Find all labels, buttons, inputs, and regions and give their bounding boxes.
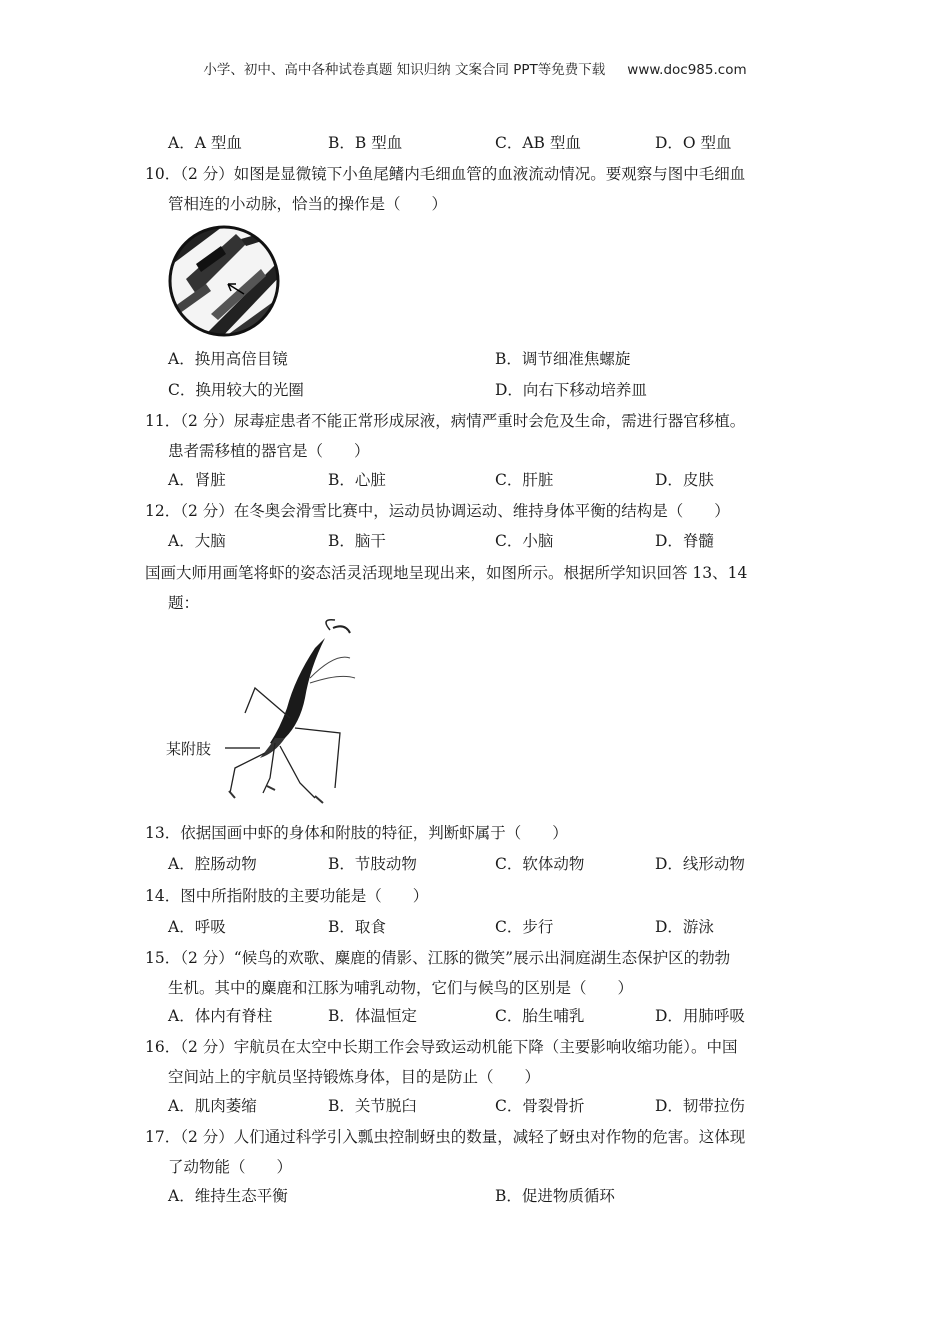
intro-line1: 国画大师用画笔将虾的姿态活灵活现地呈现出来，如图所示。根据所学知识回答 13、14	[145, 564, 748, 582]
q15-option-d: D．用肺呼吸	[655, 1007, 745, 1025]
q10-option-d: D．向右下移动培养皿	[495, 381, 647, 399]
microscope-capillary-figure	[166, 224, 284, 338]
q14-option-c: C．步行	[495, 918, 554, 936]
q11-option-a: A．肾脏	[168, 471, 226, 489]
q9-option-c: C．AB 型血	[495, 134, 581, 152]
q16-option-c: C．骨裂骨折	[495, 1097, 585, 1115]
q10-option-a: A．换用高倍目镜	[168, 350, 288, 368]
q15-option-b: B．体温恒定	[328, 1007, 417, 1025]
q10-stem-line2: 管相连的小动脉，恰当的操作是（ ）	[168, 195, 448, 213]
q14-option-a: A．呼吸	[168, 918, 226, 936]
header-text: 小学、初中、高中各种试卷真题 知识归纳 文案合同 PPT等免费下载	[203, 62, 606, 78]
q17-option-a: A．维持生态平衡	[168, 1187, 288, 1205]
q15-stem-line2: 生机。其中的麋鹿和江豚为哺乳动物，它们与候鸟的区别是（ ）	[168, 979, 634, 997]
q16-stem-line1: 16．（2 分）宇航员在太空中长期工作会导致运动机能下降（主要影响收缩功能）。中国	[145, 1038, 738, 1056]
q12-option-a: A．大脑	[168, 532, 226, 550]
q11-option-c: C．肝脏	[495, 471, 554, 489]
q10-option-b: B．调节细准焦螺旋	[495, 350, 631, 368]
q14-stem-line1: 14．图中所指附肢的主要功能是（ ）	[145, 887, 429, 905]
q12-option-c: C．小脑	[495, 532, 554, 550]
q15-stem-line1: 15．（2 分）“候鸟的欢歌、麋鹿的倩影、江豚的微笑”展示出洞庭湖生态保护区的勃勃	[145, 949, 731, 967]
q15-option-c: C．胎生哺乳	[495, 1007, 585, 1025]
q14-option-b: B．取食	[328, 918, 386, 936]
q12-stem-line1: 12．（2 分）在冬奥会滑雪比赛中，运动员协调运动、维持身体平衡的结构是（ ）	[145, 502, 730, 520]
q11-option-b: B．心脏	[328, 471, 386, 489]
q15-option-a: A．体内有脊柱	[168, 1007, 273, 1025]
q9-option-a: A．A 型血	[168, 134, 242, 152]
q13-option-d: D．线形动物	[655, 855, 745, 873]
q12-option-d: D．脊髓	[655, 532, 714, 550]
q16-option-a: A．肌肉萎缩	[168, 1097, 257, 1115]
q13-stem-line1: 13．依据国画中虾的身体和附肢的特征，判断虾属于（ ）	[145, 824, 568, 842]
q14-option-d: D．游泳	[655, 918, 714, 936]
q16-option-d: D．韧带拉伤	[655, 1097, 745, 1115]
q10-stem-line1: 10．（2 分）如图是显微镜下小鱼尾鳍内毛细血管的血液流动情况。要观察与图中毛细血	[145, 165, 746, 183]
q9-option-d: D．O 型血	[655, 134, 732, 152]
header-url[interactable]: www.doc985.com	[627, 62, 747, 78]
page-header	[0, 58, 950, 78]
q11-stem-line1: 11．（2 分）尿毒症患者不能正常形成尿液，病情严重时会危及生命，需进行器官移植。	[145, 412, 746, 430]
q13-option-c: C．软体动物	[495, 855, 585, 873]
q16-option-b: B．关节脱臼	[328, 1097, 417, 1115]
q17-stem-line1: 17．（2 分）人们通过科学引入瓢虫控制蚜虫的数量，减轻了蚜虫对作物的危害。这体现	[145, 1128, 746, 1146]
q10-option-c: C．换用较大的光圈	[168, 381, 304, 399]
shrimp-painting-figure	[215, 618, 365, 808]
q12-option-b: B．脑干	[328, 532, 386, 550]
q17-stem-line2: 了动物能（ ）	[168, 1158, 293, 1176]
q13-option-a: A．腔肠动物	[168, 855, 257, 873]
q16-stem-line2: 空间站上的宇航员坚持锻炼身体，目的是防止（ ）	[168, 1068, 541, 1086]
figure-label-appendage: 某附肢	[166, 740, 212, 758]
q17-option-b: B．促进物质循环	[495, 1187, 615, 1205]
intro-line2: 题：	[168, 594, 200, 612]
q11-option-d: D．皮肤	[655, 471, 714, 489]
q11-stem-line2: 患者需移植的器官是（ ）	[168, 442, 370, 460]
q13-option-b: B．节肢动物	[328, 855, 417, 873]
q9-option-b: B．B 型血	[328, 134, 403, 152]
